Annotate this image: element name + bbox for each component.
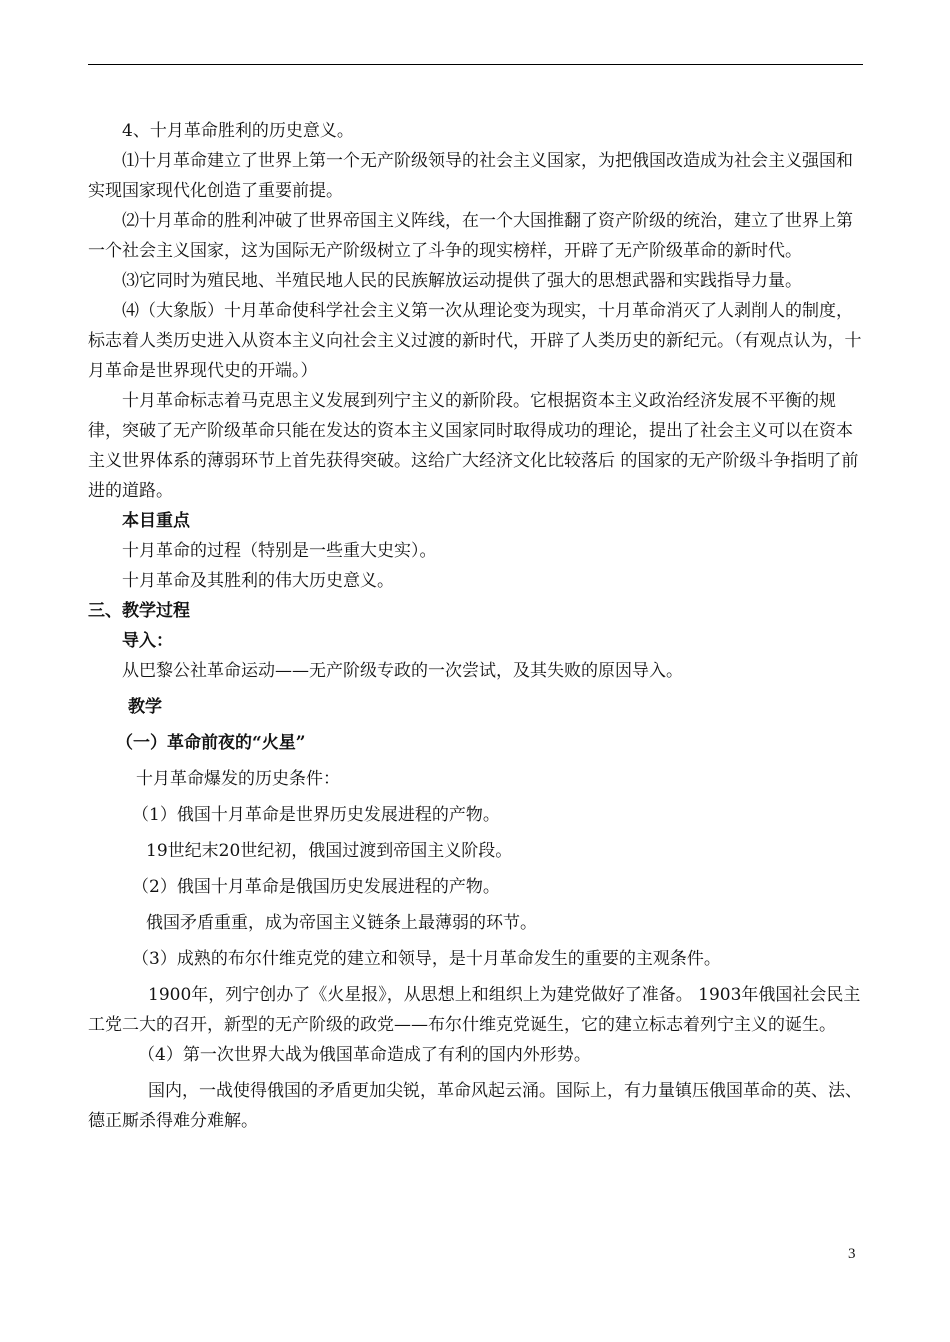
condition-detail: 19世纪末20世纪初，俄国过渡到帝国主义阶段。 xyxy=(146,841,513,861)
condition-detail: 俄国矛盾重重，成为帝国主义链条上最薄弱的环节。 xyxy=(146,913,537,933)
conditions-heading: 十月革命爆发的历史条件： xyxy=(136,769,340,789)
key-point-item: 十月革命及其胜利的伟大历史意义。 xyxy=(122,571,394,591)
key-point-item: 十月革命的过程（特别是一些重大史实）。 xyxy=(122,541,437,561)
section-heading: 三、教学过程 xyxy=(88,601,190,621)
key-points-heading: 本目重点 xyxy=(122,511,190,531)
document-body xyxy=(88,116,863,1136)
teaching-heading: 教学 xyxy=(128,697,162,717)
intro-heading: 导入： xyxy=(122,631,173,651)
condition-item: （3）成熟的布尔什维克党的建立和领导，是十月革命发生的重要的主观条件。 xyxy=(132,949,721,969)
condition-item: （4）第一次世界大战为俄国革命造成了有利的国内外形势。 xyxy=(138,1045,591,1065)
paragraph: ⑶它同时为殖民地、半殖民地人民的民族解放运动提供了强大的思想武器和实践指导力量。 xyxy=(122,271,802,291)
page-number: 3 xyxy=(848,1246,856,1262)
part-heading: （一）革命前夜的“火星” xyxy=(116,733,306,753)
paragraph: 十月革命标志着马克思主义发展到列宁主义的新阶段。它根据资本主义政治经济发展不平衡的规律，突破了无产阶级革命只能在发达的资本主义国家同时取得成功的理论，提出了社会主义可以在资本主义世界体系的薄弱环节上首先获得突破。这给广大经济文化比较落后 的国家的无产阶级斗争指明了前进的道路。 xyxy=(88,391,859,501)
header-rule xyxy=(88,64,863,65)
paragraph: ⑷（大象版）十月革命使科学社会主义第一次从理论变为现实，十月革命消灭了人剥削人的制度，标志着人类历史进入从资本主义向社会主义过渡的新时代，开辟了人类历史的新纪元。（有观点认为，十月革命是世界现代史的开端。） xyxy=(88,301,862,381)
condition-item: （2）俄国十月革命是俄国历史发展进程的产物。 xyxy=(132,877,500,897)
condition-detail: 1900年，列宁创办了《火星报》，从思想上和组织上为建党做好了准备。 1903年俄国社会民主工党二大的召开，新型的无产阶级的政党——布尔什维克党诞生，它的建立标志着列宁主义的诞生。 xyxy=(88,985,861,1035)
paragraph: ⑴十月革命建立了世界上第一个无产阶级领导的社会主义国家，为把俄国改造成为社会主义强国和实现国家现代化创造了重要前提。 xyxy=(88,151,853,201)
paragraph: ⑵十月革命的胜利冲破了世界帝国主义阵线，在一个大国推翻了资产阶级的统治，建立了世界上第一个社会主义国家，这为国际无产阶级树立了斗争的现实榜样，开辟了无产阶级革命的新时代。 xyxy=(88,211,853,261)
condition-detail: 国内，一战使得俄国的矛盾更加尖锐，革命风起云涌。国际上，有力量镇压俄国革命的英、法、德正厮杀得难分难解。 xyxy=(88,1081,862,1131)
section-heading: 4、十月革命胜利的历史意义。 xyxy=(122,121,354,141)
condition-item: （1）俄国十月革命是世界历史发展进程的产物。 xyxy=(132,805,500,825)
intro-text: 从巴黎公社革命运动——无产阶级专政的一次尝试，及其失败的原因导入。 xyxy=(122,661,683,681)
